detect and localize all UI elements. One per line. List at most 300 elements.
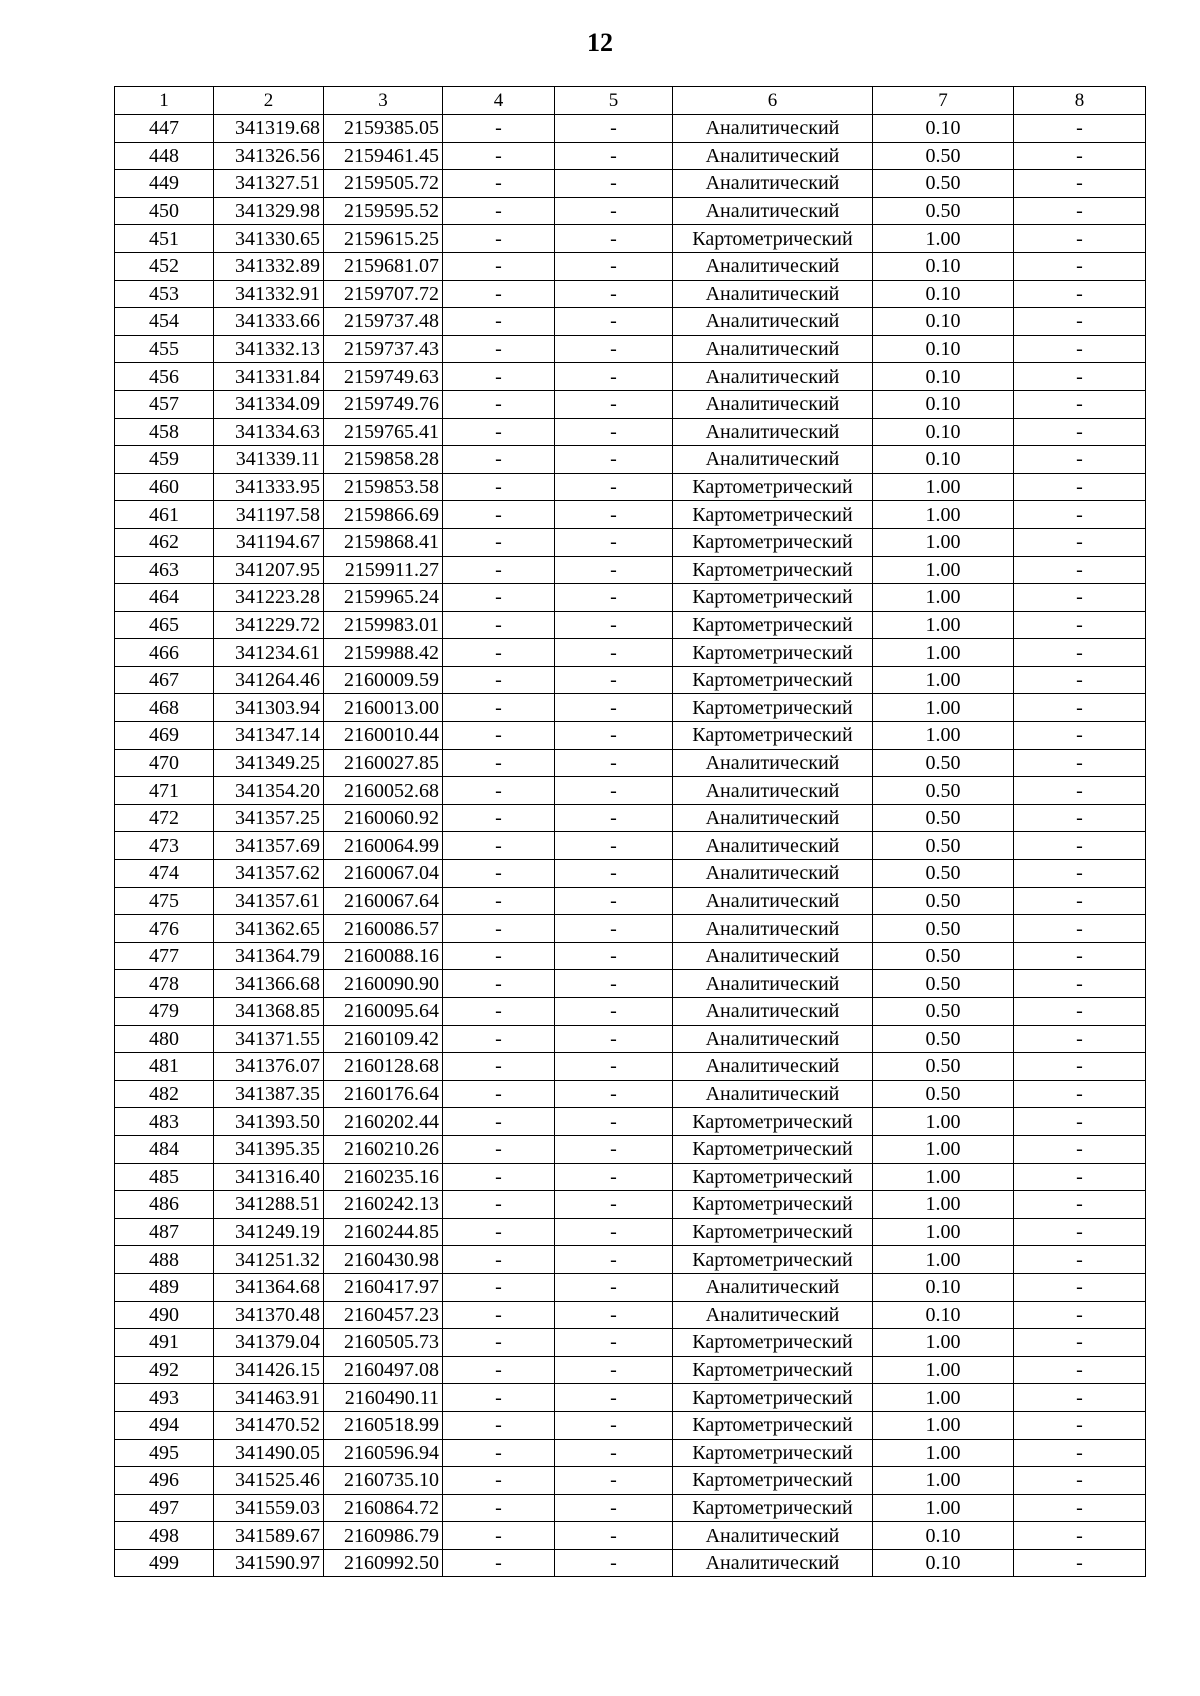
cell-y-coordinate: 2160596.94 xyxy=(324,1439,443,1467)
table-row xyxy=(115,1494,1146,1522)
cell-col4: - xyxy=(443,280,555,308)
cell-col4: - xyxy=(443,528,555,556)
cell-col8: - xyxy=(1014,501,1146,529)
cell-col8: - xyxy=(1014,1356,1146,1384)
cell-accuracy: 0.10 xyxy=(873,418,1014,446)
cell-y-coordinate: 2160067.64 xyxy=(324,887,443,915)
cell-col4: - xyxy=(443,1025,555,1053)
cell-point-number: 489 xyxy=(115,1273,214,1301)
cell-x-coordinate: 341331.84 xyxy=(214,363,324,391)
cell-col5: - xyxy=(555,1108,673,1136)
table-row xyxy=(115,142,1146,170)
cell-col5: - xyxy=(555,1522,673,1550)
cell-col5: - xyxy=(555,1439,673,1467)
cell-accuracy: 0.50 xyxy=(873,887,1014,915)
cell-x-coordinate: 341490.05 xyxy=(214,1439,324,1467)
cell-col8: - xyxy=(1014,1411,1146,1439)
cell-method: Картометрический xyxy=(673,1356,873,1384)
cell-col8: - xyxy=(1014,1163,1146,1191)
cell-col8: - xyxy=(1014,280,1146,308)
cell-point-number: 499 xyxy=(115,1549,214,1577)
cell-col5: - xyxy=(555,1549,673,1577)
cell-method: Аналитический xyxy=(673,887,873,915)
cell-col5: - xyxy=(555,1080,673,1108)
cell-col8: - xyxy=(1014,694,1146,722)
cell-point-number: 447 xyxy=(115,115,214,143)
table-body xyxy=(115,87,1146,1577)
cell-x-coordinate: 341334.09 xyxy=(214,390,324,418)
column-header-2: 2 xyxy=(214,87,324,115)
cell-col4: - xyxy=(443,666,555,694)
cell-col8: - xyxy=(1014,1191,1146,1219)
cell-method: Картометрический xyxy=(673,666,873,694)
table-header-row xyxy=(115,87,1146,115)
table-row xyxy=(115,860,1146,888)
cell-point-number: 468 xyxy=(115,694,214,722)
cell-y-coordinate: 2159749.76 xyxy=(324,390,443,418)
cell-x-coordinate: 341330.65 xyxy=(214,225,324,253)
cell-x-coordinate: 341334.63 xyxy=(214,418,324,446)
cell-point-number: 449 xyxy=(115,170,214,198)
cell-y-coordinate: 2160052.68 xyxy=(324,777,443,805)
cell-x-coordinate: 341249.19 xyxy=(214,1218,324,1246)
cell-y-coordinate: 2159765.41 xyxy=(324,418,443,446)
cell-x-coordinate: 341364.68 xyxy=(214,1273,324,1301)
cell-method: Аналитический xyxy=(673,998,873,1026)
cell-method: Картометрический xyxy=(673,639,873,667)
table-row xyxy=(115,1439,1146,1467)
cell-accuracy: 1.00 xyxy=(873,722,1014,750)
cell-y-coordinate: 2160064.99 xyxy=(324,832,443,860)
cell-col5: - xyxy=(555,694,673,722)
cell-col5: - xyxy=(555,722,673,750)
cell-accuracy: 1.00 xyxy=(873,1163,1014,1191)
cell-accuracy: 0.50 xyxy=(873,942,1014,970)
cell-col4: - xyxy=(443,1080,555,1108)
cell-col4: - xyxy=(443,225,555,253)
table-row xyxy=(115,749,1146,777)
cell-x-coordinate: 341303.94 xyxy=(214,694,324,722)
cell-x-coordinate: 341326.56 xyxy=(214,142,324,170)
cell-col4: - xyxy=(443,611,555,639)
cell-col4: - xyxy=(443,1439,555,1467)
cell-x-coordinate: 341590.97 xyxy=(214,1549,324,1577)
cell-col8: - xyxy=(1014,1025,1146,1053)
cell-col4: - xyxy=(443,887,555,915)
cell-x-coordinate: 341559.03 xyxy=(214,1494,324,1522)
cell-accuracy: 1.00 xyxy=(873,611,1014,639)
cell-x-coordinate: 341470.52 xyxy=(214,1411,324,1439)
table-row xyxy=(115,197,1146,225)
cell-method: Аналитический xyxy=(673,446,873,474)
cell-y-coordinate: 2160060.92 xyxy=(324,804,443,832)
table-row xyxy=(115,1163,1146,1191)
cell-x-coordinate: 341357.62 xyxy=(214,860,324,888)
cell-accuracy: 0.10 xyxy=(873,390,1014,418)
cell-method: Аналитический xyxy=(673,942,873,970)
cell-y-coordinate: 2160244.85 xyxy=(324,1218,443,1246)
cell-method: Аналитический xyxy=(673,970,873,998)
cell-point-number: 473 xyxy=(115,832,214,860)
cell-col8: - xyxy=(1014,749,1146,777)
cell-col8: - xyxy=(1014,418,1146,446)
cell-point-number: 460 xyxy=(115,473,214,501)
table-row xyxy=(115,915,1146,943)
cell-col5: - xyxy=(555,142,673,170)
cell-accuracy: 0.10 xyxy=(873,308,1014,336)
cell-point-number: 464 xyxy=(115,584,214,612)
cell-x-coordinate: 341332.89 xyxy=(214,252,324,280)
cell-col5: - xyxy=(555,970,673,998)
cell-method: Аналитический xyxy=(673,915,873,943)
table-row xyxy=(115,1301,1146,1329)
cell-col4: - xyxy=(443,363,555,391)
cell-y-coordinate: 2160202.44 xyxy=(324,1108,443,1136)
cell-method: Картометрический xyxy=(673,556,873,584)
cell-y-coordinate: 2160210.26 xyxy=(324,1135,443,1163)
cell-x-coordinate: 341339.11 xyxy=(214,446,324,474)
cell-point-number: 476 xyxy=(115,915,214,943)
cell-y-coordinate: 2159983.01 xyxy=(324,611,443,639)
cell-y-coordinate: 2160010.44 xyxy=(324,722,443,750)
cell-x-coordinate: 341393.50 xyxy=(214,1108,324,1136)
table-row xyxy=(115,1108,1146,1136)
cell-accuracy: 0.50 xyxy=(873,915,1014,943)
cell-x-coordinate: 341463.91 xyxy=(214,1384,324,1412)
cell-col5: - xyxy=(555,1273,673,1301)
column-header-1: 1 xyxy=(115,87,214,115)
cell-y-coordinate: 2160417.97 xyxy=(324,1273,443,1301)
cell-y-coordinate: 2159737.48 xyxy=(324,308,443,336)
cell-point-number: 491 xyxy=(115,1329,214,1357)
cell-col4: - xyxy=(443,722,555,750)
cell-x-coordinate: 341366.68 xyxy=(214,970,324,998)
cell-method: Картометрический xyxy=(673,1494,873,1522)
cell-col5: - xyxy=(555,115,673,143)
cell-method: Аналитический xyxy=(673,1080,873,1108)
table-row xyxy=(115,1135,1146,1163)
cell-point-number: 481 xyxy=(115,1053,214,1081)
cell-accuracy: 1.00 xyxy=(873,584,1014,612)
cell-accuracy: 1.00 xyxy=(873,1494,1014,1522)
cell-col5: - xyxy=(555,611,673,639)
cell-y-coordinate: 2160095.64 xyxy=(324,998,443,1026)
cell-accuracy: 0.10 xyxy=(873,363,1014,391)
cell-y-coordinate: 2159866.69 xyxy=(324,501,443,529)
cell-method: Аналитический xyxy=(673,804,873,832)
cell-point-number: 452 xyxy=(115,252,214,280)
cell-col5: - xyxy=(555,225,673,253)
cell-accuracy: 0.10 xyxy=(873,335,1014,363)
table-row xyxy=(115,363,1146,391)
cell-y-coordinate: 2160242.13 xyxy=(324,1191,443,1219)
cell-accuracy: 1.00 xyxy=(873,1356,1014,1384)
cell-col4: - xyxy=(443,584,555,612)
cell-col8: - xyxy=(1014,225,1146,253)
table-row xyxy=(115,1411,1146,1439)
cell-col4: - xyxy=(443,170,555,198)
cell-method: Аналитический xyxy=(673,1522,873,1550)
cell-accuracy: 0.50 xyxy=(873,1080,1014,1108)
table-row xyxy=(115,1025,1146,1053)
cell-col4: - xyxy=(443,1411,555,1439)
cell-y-coordinate: 2160430.98 xyxy=(324,1246,443,1274)
cell-col5: - xyxy=(555,1494,673,1522)
cell-method: Картометрический xyxy=(673,1411,873,1439)
cell-method: Аналитический xyxy=(673,860,873,888)
cell-accuracy: 1.00 xyxy=(873,1246,1014,1274)
table-row xyxy=(115,390,1146,418)
cell-col8: - xyxy=(1014,115,1146,143)
cell-y-coordinate: 2160086.57 xyxy=(324,915,443,943)
cell-accuracy: 1.00 xyxy=(873,1439,1014,1467)
table-row xyxy=(115,1384,1146,1412)
cell-accuracy: 1.00 xyxy=(873,1191,1014,1219)
cell-x-coordinate: 341376.07 xyxy=(214,1053,324,1081)
cell-col5: - xyxy=(555,528,673,556)
cell-col5: - xyxy=(555,308,673,336)
table-row xyxy=(115,1053,1146,1081)
table-row xyxy=(115,1467,1146,1495)
cell-method: Аналитический xyxy=(673,1301,873,1329)
cell-col4: - xyxy=(443,1191,555,1219)
cell-col5: - xyxy=(555,1384,673,1412)
cell-y-coordinate: 2160490.11 xyxy=(324,1384,443,1412)
cell-col5: - xyxy=(555,252,673,280)
cell-x-coordinate: 341332.91 xyxy=(214,280,324,308)
cell-x-coordinate: 341589.67 xyxy=(214,1522,324,1550)
cell-accuracy: 1.00 xyxy=(873,1108,1014,1136)
cell-col4: - xyxy=(443,1053,555,1081)
table-row xyxy=(115,611,1146,639)
cell-x-coordinate: 341329.98 xyxy=(214,197,324,225)
cell-x-coordinate: 341426.15 xyxy=(214,1356,324,1384)
cell-col8: - xyxy=(1014,722,1146,750)
cell-y-coordinate: 2159853.58 xyxy=(324,473,443,501)
cell-col5: - xyxy=(555,777,673,805)
cell-col5: - xyxy=(555,639,673,667)
cell-method: Картометрический xyxy=(673,1218,873,1246)
cell-col4: - xyxy=(443,998,555,1026)
cell-method: Аналитический xyxy=(673,1053,873,1081)
cell-col8: - xyxy=(1014,446,1146,474)
table-row xyxy=(115,1329,1146,1357)
cell-method: Аналитический xyxy=(673,170,873,198)
cell-point-number: 474 xyxy=(115,860,214,888)
cell-col5: - xyxy=(555,584,673,612)
coordinates-table xyxy=(114,86,1146,1577)
cell-x-coordinate: 341251.32 xyxy=(214,1246,324,1274)
cell-x-coordinate: 341357.69 xyxy=(214,832,324,860)
cell-method: Картометрический xyxy=(673,1329,873,1357)
table-row xyxy=(115,418,1146,446)
cell-x-coordinate: 341364.79 xyxy=(214,942,324,970)
cell-y-coordinate: 2159681.07 xyxy=(324,252,443,280)
cell-col5: - xyxy=(555,1301,673,1329)
cell-method: Аналитический xyxy=(673,1025,873,1053)
cell-col8: - xyxy=(1014,777,1146,805)
cell-y-coordinate: 2159749.63 xyxy=(324,363,443,391)
cell-col5: - xyxy=(555,1411,673,1439)
table-row xyxy=(115,777,1146,805)
cell-accuracy: 1.00 xyxy=(873,473,1014,501)
cell-col8: - xyxy=(1014,1246,1146,1274)
cell-x-coordinate: 341362.65 xyxy=(214,915,324,943)
cell-point-number: 494 xyxy=(115,1411,214,1439)
cell-x-coordinate: 341395.35 xyxy=(214,1135,324,1163)
cell-col5: - xyxy=(555,887,673,915)
cell-y-coordinate: 2160735.10 xyxy=(324,1467,443,1495)
cell-y-coordinate: 2159615.25 xyxy=(324,225,443,253)
table-row xyxy=(115,722,1146,750)
table-row xyxy=(115,1246,1146,1274)
cell-accuracy: 1.00 xyxy=(873,556,1014,584)
cell-accuracy: 0.50 xyxy=(873,970,1014,998)
cell-y-coordinate: 2160027.85 xyxy=(324,749,443,777)
cell-point-number: 484 xyxy=(115,1135,214,1163)
table-row xyxy=(115,942,1146,970)
cell-col4: - xyxy=(443,390,555,418)
cell-col4: - xyxy=(443,473,555,501)
cell-col8: - xyxy=(1014,804,1146,832)
cell-y-coordinate: 2159858.28 xyxy=(324,446,443,474)
cell-col8: - xyxy=(1014,832,1146,860)
cell-col4: - xyxy=(443,142,555,170)
cell-col4: - xyxy=(443,335,555,363)
cell-x-coordinate: 341387.35 xyxy=(214,1080,324,1108)
cell-col4: - xyxy=(443,860,555,888)
cell-col5: - xyxy=(555,1025,673,1053)
cell-col4: - xyxy=(443,749,555,777)
cell-col4: - xyxy=(443,1218,555,1246)
cell-col5: - xyxy=(555,556,673,584)
table-row xyxy=(115,832,1146,860)
cell-col4: - xyxy=(443,556,555,584)
cell-point-number: 479 xyxy=(115,998,214,1026)
cell-point-number: 486 xyxy=(115,1191,214,1219)
cell-col5: - xyxy=(555,666,673,694)
cell-accuracy: 1.00 xyxy=(873,666,1014,694)
cell-y-coordinate: 2160497.08 xyxy=(324,1356,443,1384)
table-row xyxy=(115,556,1146,584)
table-row xyxy=(115,280,1146,308)
cell-accuracy: 1.00 xyxy=(873,694,1014,722)
cell-col4: - xyxy=(443,970,555,998)
cell-method: Картометрический xyxy=(673,1163,873,1191)
cell-col8: - xyxy=(1014,1384,1146,1412)
cell-method: Картометрический xyxy=(673,501,873,529)
cell-method: Аналитический xyxy=(673,749,873,777)
cell-col4: - xyxy=(443,1549,555,1577)
cell-accuracy: 0.50 xyxy=(873,998,1014,1026)
cell-x-coordinate: 341371.55 xyxy=(214,1025,324,1053)
table-row xyxy=(115,998,1146,1026)
table-row xyxy=(115,887,1146,915)
cell-y-coordinate: 2160864.72 xyxy=(324,1494,443,1522)
cell-y-coordinate: 2159868.41 xyxy=(324,528,443,556)
cell-accuracy: 0.50 xyxy=(873,142,1014,170)
table-row xyxy=(115,115,1146,143)
cell-col5: - xyxy=(555,1191,673,1219)
table-row xyxy=(115,666,1146,694)
cell-col5: - xyxy=(555,860,673,888)
cell-y-coordinate: 2160128.68 xyxy=(324,1053,443,1081)
cell-accuracy: 0.10 xyxy=(873,1301,1014,1329)
cell-y-coordinate: 2160457.23 xyxy=(324,1301,443,1329)
cell-method: Аналитический xyxy=(673,335,873,363)
cell-method: Картометрический xyxy=(673,1439,873,1467)
cell-accuracy: 0.50 xyxy=(873,777,1014,805)
cell-col5: - xyxy=(555,804,673,832)
cell-accuracy: 1.00 xyxy=(873,1384,1014,1412)
cell-col4: - xyxy=(443,1135,555,1163)
cell-x-coordinate: 341357.61 xyxy=(214,887,324,915)
cell-point-number: 497 xyxy=(115,1494,214,1522)
table-row xyxy=(115,473,1146,501)
cell-col5: - xyxy=(555,832,673,860)
cell-y-coordinate: 2160518.99 xyxy=(324,1411,443,1439)
cell-col4: - xyxy=(443,1108,555,1136)
cell-x-coordinate: 341327.51 xyxy=(214,170,324,198)
cell-col5: - xyxy=(555,915,673,943)
cell-point-number: 475 xyxy=(115,887,214,915)
cell-col5: - xyxy=(555,998,673,1026)
cell-point-number: 457 xyxy=(115,390,214,418)
cell-y-coordinate: 2159385.05 xyxy=(324,115,443,143)
cell-col5: - xyxy=(555,1218,673,1246)
table-row xyxy=(115,804,1146,832)
cell-col8: - xyxy=(1014,252,1146,280)
cell-accuracy: 1.00 xyxy=(873,501,1014,529)
cell-x-coordinate: 341525.46 xyxy=(214,1467,324,1495)
cell-col5: - xyxy=(555,1467,673,1495)
column-header-7: 7 xyxy=(873,87,1014,115)
cell-accuracy: 0.50 xyxy=(873,860,1014,888)
cell-col5: - xyxy=(555,170,673,198)
cell-col8: - xyxy=(1014,1549,1146,1577)
cell-method: Аналитический xyxy=(673,777,873,805)
cell-method: Картометрический xyxy=(673,722,873,750)
cell-method: Картометрический xyxy=(673,528,873,556)
cell-col8: - xyxy=(1014,1135,1146,1163)
cell-col4: - xyxy=(443,1273,555,1301)
cell-y-coordinate: 2159707.72 xyxy=(324,280,443,308)
cell-col4: - xyxy=(443,804,555,832)
cell-col5: - xyxy=(555,363,673,391)
cell-point-number: 482 xyxy=(115,1080,214,1108)
cell-method: Аналитический xyxy=(673,418,873,446)
cell-y-coordinate: 2159911.27 xyxy=(324,556,443,584)
cell-col5: - xyxy=(555,1329,673,1357)
cell-y-coordinate: 2159595.52 xyxy=(324,197,443,225)
cell-col5: - xyxy=(555,446,673,474)
cell-y-coordinate: 2160505.73 xyxy=(324,1329,443,1357)
cell-col4: - xyxy=(443,308,555,336)
cell-col4: - xyxy=(443,832,555,860)
cell-col4: - xyxy=(443,1384,555,1412)
cell-col8: - xyxy=(1014,942,1146,970)
cell-col4: - xyxy=(443,1467,555,1495)
cell-method: Картометрический xyxy=(673,1384,873,1412)
cell-point-number: 488 xyxy=(115,1246,214,1274)
cell-col4: - xyxy=(443,915,555,943)
cell-x-coordinate: 341349.25 xyxy=(214,749,324,777)
cell-x-coordinate: 341223.28 xyxy=(214,584,324,612)
cell-col5: - xyxy=(555,942,673,970)
cell-point-number: 492 xyxy=(115,1356,214,1384)
cell-col8: - xyxy=(1014,970,1146,998)
cell-x-coordinate: 341319.68 xyxy=(214,115,324,143)
